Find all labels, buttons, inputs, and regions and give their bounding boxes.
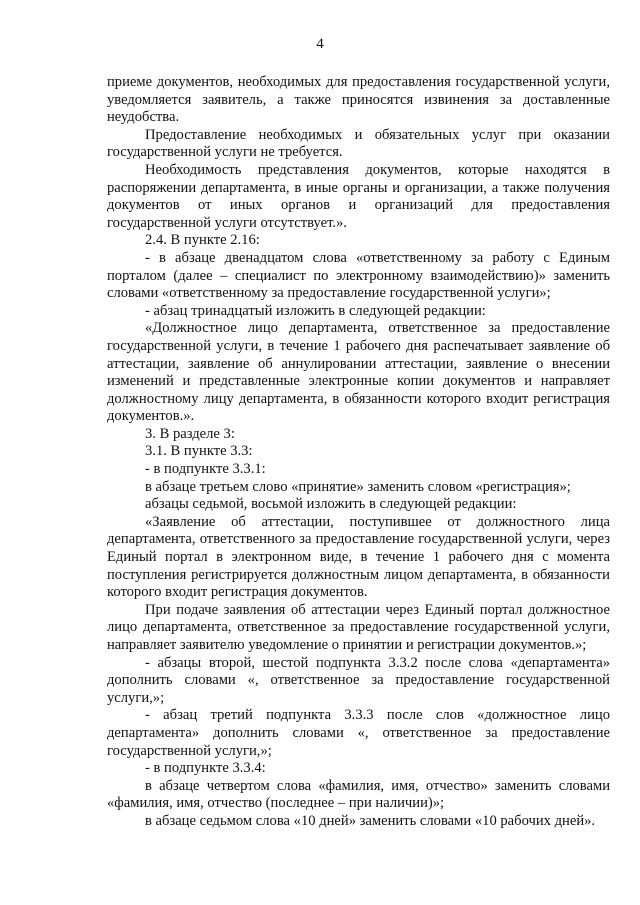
paragraph: «Заявление об аттестации, поступившее от должностного лица департамента, ответственного за предоставление государственной услуги, через Единый портал в электронном виде, в течение 1 рабочего дня с момента поступления регистрируется должностным лицом департамента, в обязанности которого входит регистрация документов. [107, 513, 610, 601]
paragraph: - абзацы второй, шестой подпункта 3.3.2 после слова «департамента» дополнить словами «, ответственное за предоставление государственной услуги,»; [107, 654, 610, 706]
paragraph: «Должностное лицо департамента, ответственное за предоставление государственной услуги, в течение 1 рабочего дня распечатывает заявление об аттестации, заявление об аннулировании аттестации, заявление о внесении изменений и представленные электронные копии документов и направляет должностному лицу департамента, в обязанности которого входит регистрация документов.». [107, 320, 610, 425]
paragraph: Необходимость представления документов, которые находятся в распоряжении департамента, в иные органы и организации, а также получения документов от иных органов и организаций для предоставления государственной услуги отсутствует.». [107, 161, 610, 231]
paragraph: - в подпункте 3.3.1: [145, 461, 266, 478]
document-body [107, 74, 610, 831]
paragraph: Предоставление необходимых и обязательных услуг при оказании государственной услуги не требуется. [107, 126, 610, 161]
paragraph: в абзаце седьмом слова «10 дней» заменить словами «10 рабочих дней». [145, 812, 596, 829]
paragraph: в абзаце третьем слово «принятие» заменить словом «регистрация»; [145, 478, 571, 495]
paragraph: 3.1. В пункте 3.3: [145, 443, 253, 460]
paragraph: - абзац третий подпункта 3.3.3 после слов «должностное лицо департамента» дополнить словами «, ответственное за предоставление государственной услуги,»; [107, 707, 610, 759]
page-number: 4 [316, 36, 324, 52]
paragraph: При подаче заявления об аттестации через Единый портал должностное лицо департамента, ответственное за предоставление государственной услуги, направляет заявителю уведомление о принятии и регистрации документов.»; [107, 601, 610, 653]
paragraph: в абзаце четвертом слова «фамилия, имя, отчество» заменить словами «фамилия, имя, отчество (последнее – при наличии)»; [107, 777, 610, 812]
paragraph: приеме документов, необходимых для предоставления государственной услуги, уведомляется заявитель, а также приносятся извинения за доставленные неудобства. [107, 74, 610, 126]
paragraph: абзацы седьмой, восьмой изложить в следующей редакции: [145, 496, 517, 513]
paragraph: 3. В разделе 3: [145, 425, 235, 442]
paragraph: - в абзаце двенадцатом слова «ответственному за работу с Единым порталом (далее – специалист по электронному взаимодействию)» заменить словами «ответственному за предоставление государственной услуги»; [107, 249, 610, 302]
paragraph: - абзац тринадцатый изложить в следующей редакции: [145, 302, 486, 319]
paragraph: 2.4. В пункте 2.16: [145, 232, 260, 249]
paragraph: - в подпункте 3.3.4: [145, 760, 266, 777]
